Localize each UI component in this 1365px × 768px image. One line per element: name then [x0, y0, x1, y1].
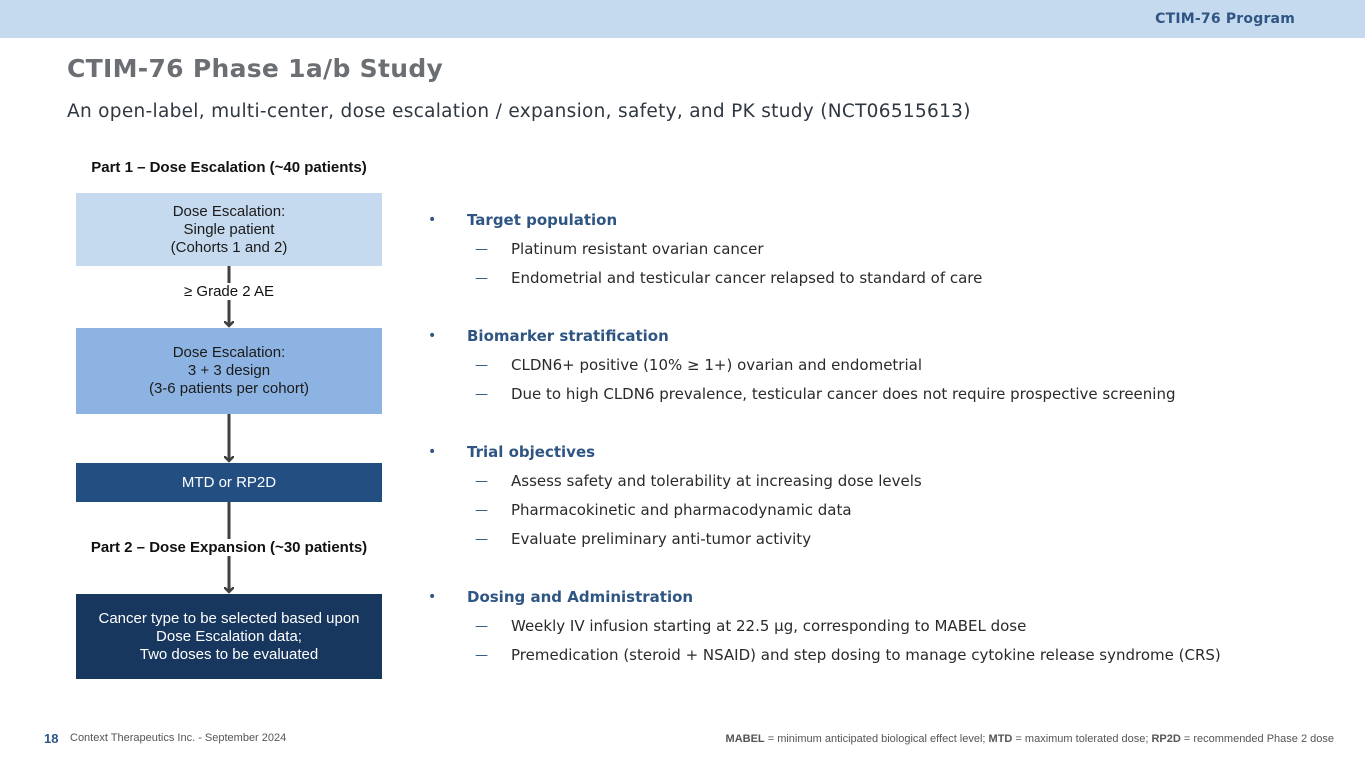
abbr-mtd: MTD — [988, 733, 1013, 745]
list-item: Endometrial and testicular cancer relapsed to standard of care — [511, 269, 983, 287]
section-heading-biomarker: Biomarker stratification — [467, 327, 669, 345]
box3-text: MTD or RP2D — [181, 473, 277, 491]
section-heading-target-population: Target population — [467, 211, 618, 229]
list-item: CLDN6+ positive (10% ≥ 1+) ovarian and endometrial — [511, 356, 922, 374]
list-item: Assess safety and tolerability at increasing dose levels — [511, 472, 922, 490]
list-item: Platinum resistant ovarian cancer — [511, 240, 764, 258]
section-heading-trial-objectives: Trial objectives — [467, 443, 596, 461]
box2-text: Dose Escalation: 3 + 3 design (3-6 patients per cohort) — [148, 344, 310, 397]
program-label: CTIM-76 Program — [1155, 11, 1295, 27]
bullet-icon: • — [428, 328, 437, 344]
bullet-icon: • — [428, 212, 437, 228]
bullet-icon: • — [428, 444, 437, 460]
dash-icon: — — [475, 271, 488, 286]
dash-icon: — — [475, 358, 488, 373]
abbr-mtd-def: = maximum tolerated dose; — [1012, 733, 1152, 745]
dose-expansion-box — [76, 594, 382, 679]
dash-icon: — — [475, 532, 488, 547]
grade-ae-label: ≥ Grade 2 AE — [76, 283, 382, 300]
abbr-mabel: MABEL — [725, 733, 765, 745]
dose-escalation-single-box — [76, 193, 382, 266]
page-subtitle: An open-label, multi-center, dose escalation / expansion, safety, and PK study (NCT06515613) — [67, 101, 971, 122]
part2-label: Part 2 – Dose Expansion (~30 patients) — [76, 539, 382, 556]
dash-icon: — — [475, 648, 488, 663]
bullet-icon: • — [428, 589, 437, 605]
dash-icon: — — [475, 503, 488, 518]
section-heading-dosing: Dosing and Administration — [467, 588, 694, 606]
footer-abbreviations — [726, 733, 1334, 745]
dash-icon: — — [475, 619, 488, 634]
mtd-rp2d-box — [76, 463, 382, 502]
box4-text: Cancer type to be selected based upon Dose Escalation data; Two doses to be evaluated — [98, 609, 360, 663]
dash-icon: — — [475, 474, 488, 489]
box1-text: Dose Escalation: Single patient (Cohorts 1 and 2) — [170, 202, 288, 256]
page-title: CTIM-76 Phase 1a/b Study — [67, 54, 444, 83]
part1-label: Part 1 – Dose Escalation (~40 patients) — [91, 159, 367, 176]
dash-icon: — — [475, 387, 488, 402]
list-item: Weekly IV infusion starting at 22.5 µg, corresponding to MABEL dose — [511, 617, 1027, 635]
footer-company: Context Therapeutics Inc. - September 2024 — [70, 732, 287, 744]
list-item: Premedication (steroid + NSAID) and step dosing to manage cytokine release syndrome (CRS) — [511, 646, 1221, 664]
dose-escalation-3plus3-box — [76, 328, 382, 414]
dash-icon: — — [475, 242, 488, 257]
list-item: Pharmacokinetic and pharmacodynamic data — [511, 501, 852, 519]
abbr-rp2d: RP2D — [1151, 733, 1181, 745]
list-item: Due to high CLDN6 prevalence, testicular cancer does not require prospective screening — [511, 385, 1176, 403]
list-item: Evaluate preliminary anti-tumor activity — [511, 530, 812, 548]
abbr-rp2d-def: = recommended Phase 2 dose — [1180, 733, 1334, 745]
page-number: 18 — [44, 731, 59, 746]
abbr-mabel-def: = minimum anticipated biological effect level; — [764, 733, 989, 745]
